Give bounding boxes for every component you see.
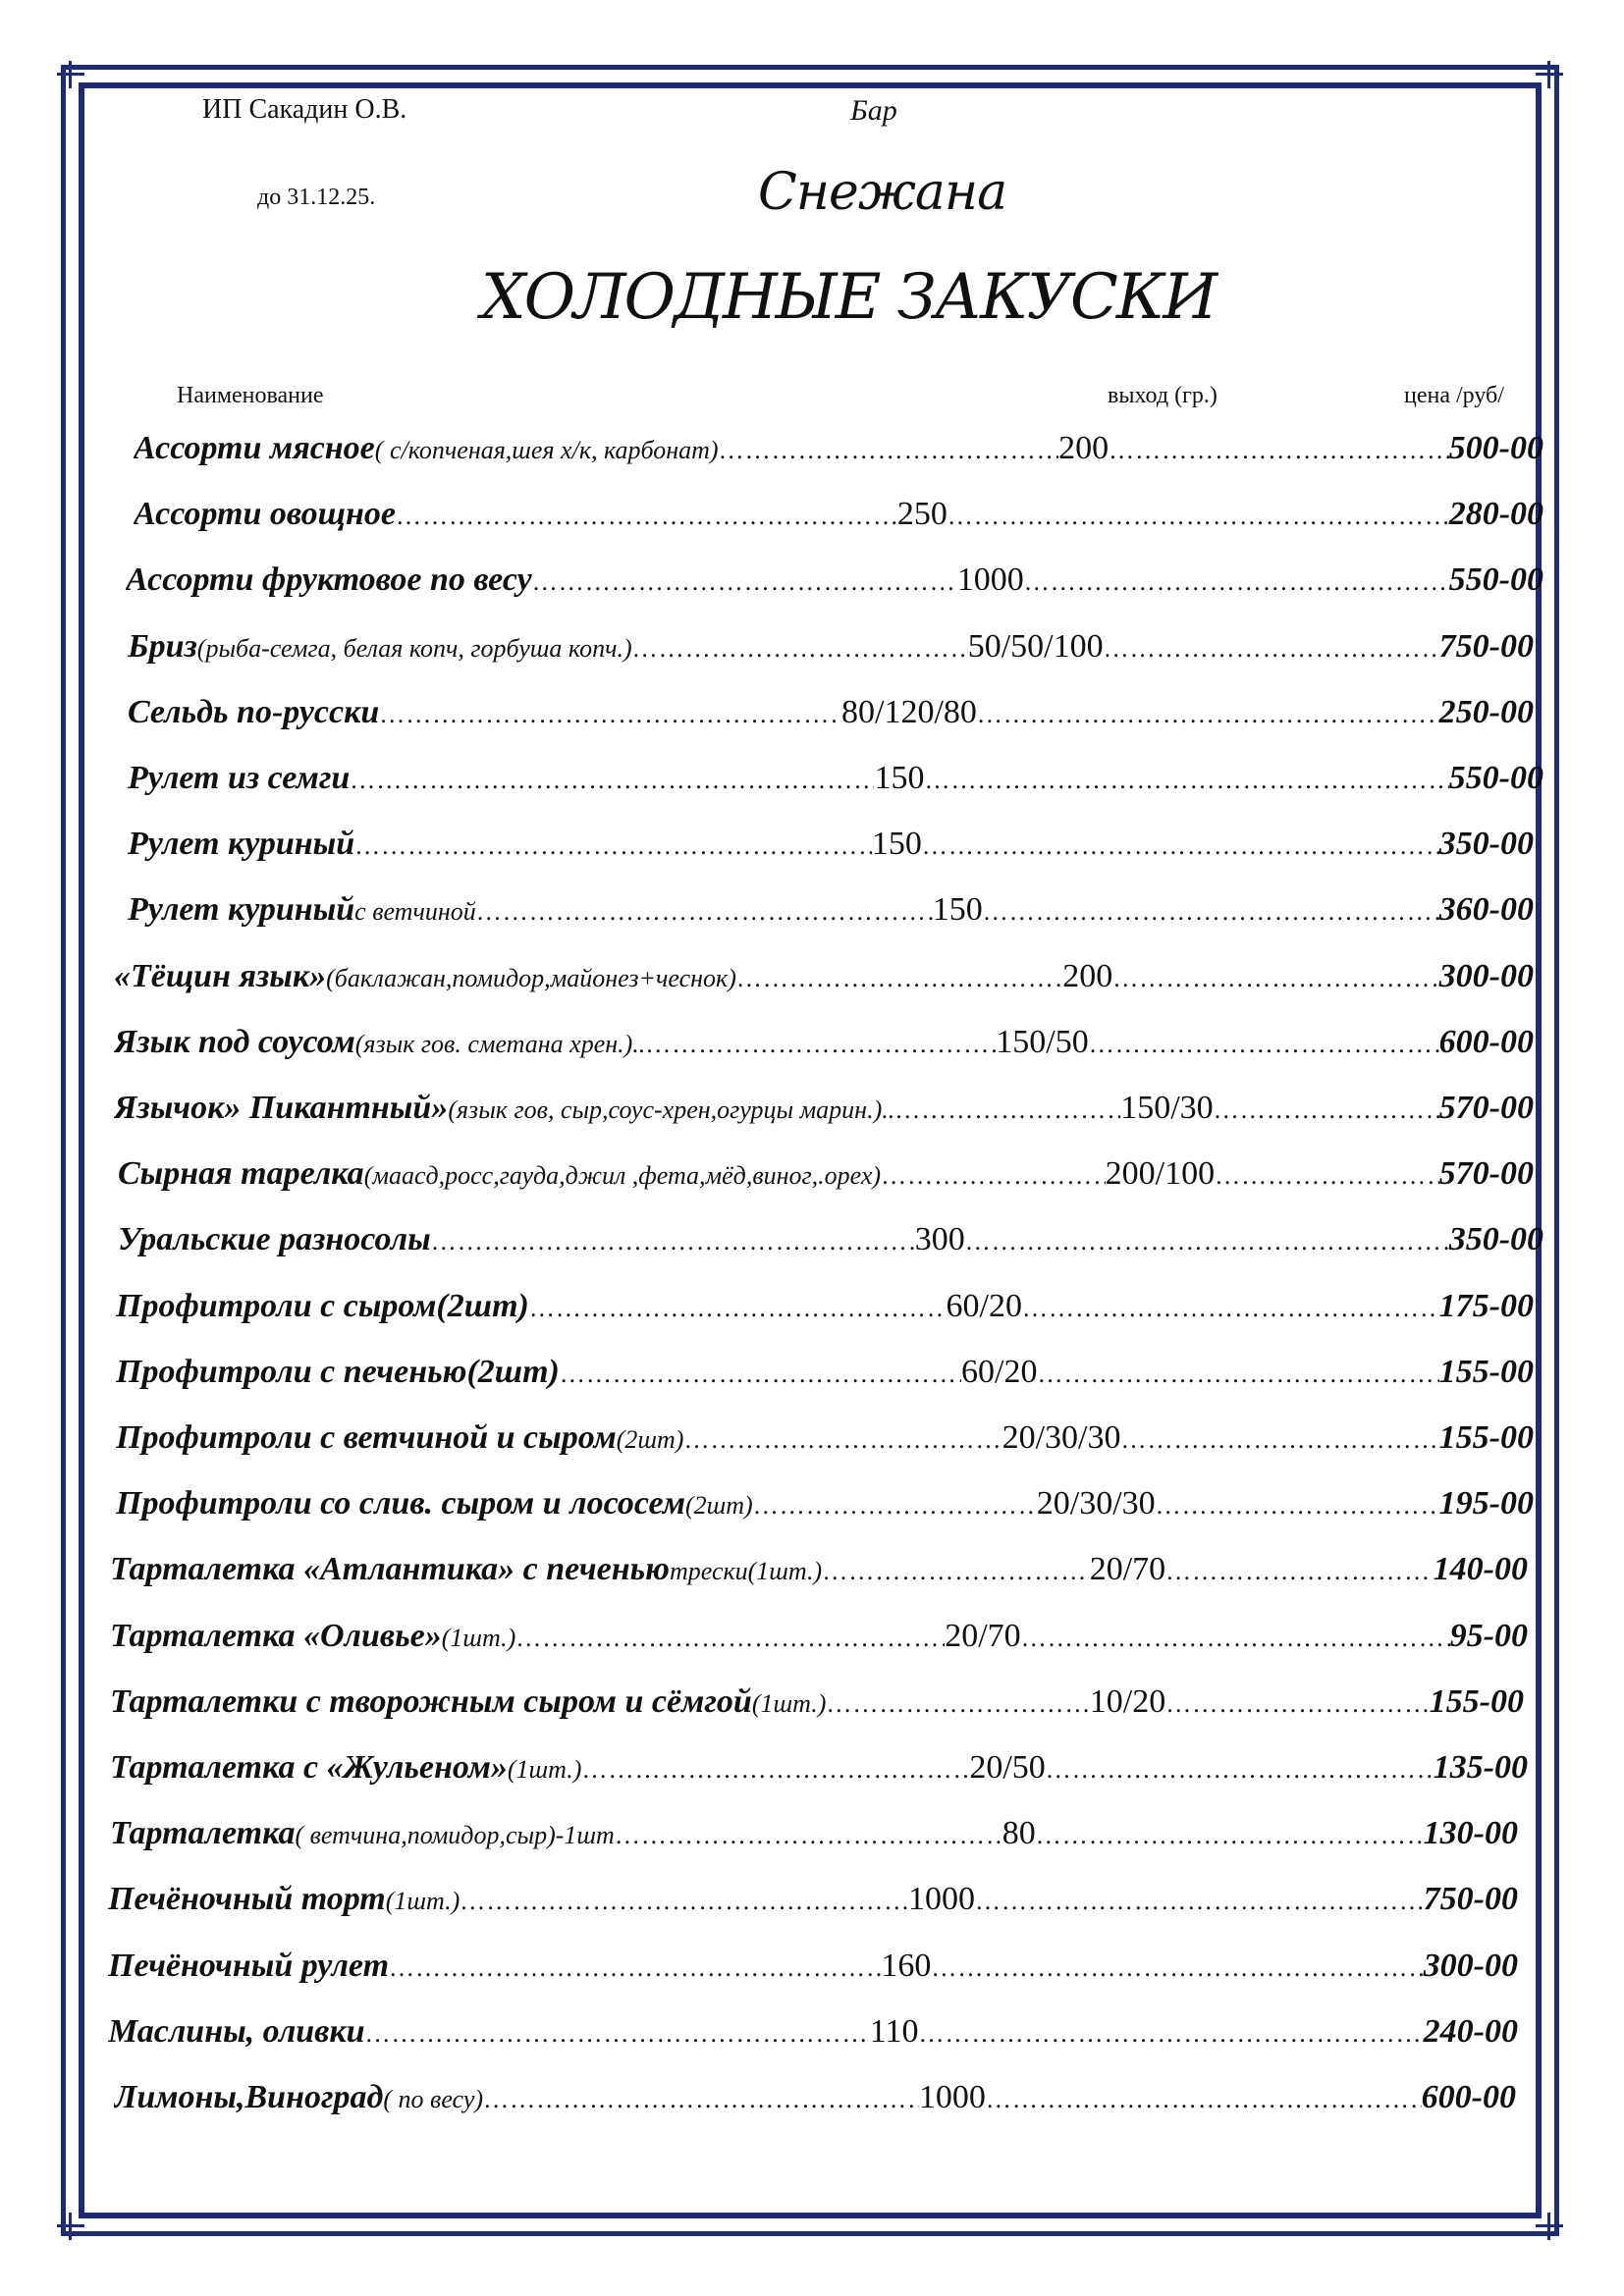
menu-item-name: Сельдь по-русски	[128, 693, 380, 730]
menu-item-yield: 1000	[918, 2079, 986, 2115]
menu-item-name: Бриз	[128, 627, 197, 665]
menu-item-yield: 150	[874, 760, 925, 796]
menu-item-yield: 60/20	[961, 1353, 1038, 1390]
menu-item-name: Печёночный торт	[108, 1881, 386, 1918]
menu-item-price: 600-00	[1438, 1023, 1534, 1060]
menu-item-name: Язычок» Пикантный»	[114, 1090, 449, 1126]
dot-leader	[1022, 1284, 1439, 1331]
menu-item-name: Тарталетки с творожным сыром и сёмгой	[110, 1682, 752, 1720]
dot-leader	[1165, 1680, 1429, 1727]
menu-item-name: Тарталетка «Оливье»	[110, 1617, 442, 1654]
menu-item	[110, 1809, 1518, 1858]
menu-item-price: 550-00	[1448, 561, 1543, 599]
dot-leader	[1038, 1350, 1439, 1397]
menu-item-yield: 20/50	[969, 1749, 1046, 1786]
menu-item	[114, 1018, 1534, 1067]
menu-item-name: Рулет из семги	[128, 760, 351, 796]
menu-item-price: 155-00	[1438, 1353, 1534, 1390]
menu-item	[110, 1612, 1528, 1661]
dot-leader	[965, 1217, 1449, 1264]
menu-item	[116, 1414, 1534, 1463]
menu-item-name: Профитроли с печенью(2шт)	[116, 1353, 560, 1390]
dot-leader	[476, 887, 933, 934]
menu-item-price: 95-00	[1449, 1617, 1528, 1654]
dot-leader	[918, 2009, 1423, 2056]
menu-item-price: 350-00	[1438, 826, 1534, 863]
dot-leader	[431, 1217, 915, 1264]
menu-item-description: (рыба-семга, белая копч, горбуша копч.)	[196, 633, 632, 663]
menu-item-price: 250-00	[1438, 693, 1534, 730]
dot-leader	[1214, 1086, 1439, 1133]
menu-item-description: (язык гов, сыр,соус-хрен,огурцы марин.)..	[448, 1095, 895, 1124]
menu-item-yield: 110	[869, 2012, 919, 2050]
menu-item-yield: 80/120/80	[841, 693, 977, 730]
dot-leader	[753, 1481, 1037, 1528]
menu-item	[128, 688, 1534, 737]
dot-leader	[719, 426, 1059, 473]
border-corner-ornament	[1536, 61, 1563, 88]
menu-item	[114, 1084, 1534, 1133]
menu-item-price: 130-00	[1423, 1815, 1518, 1852]
dot-leader	[350, 756, 874, 803]
dot-leader	[581, 1745, 969, 1792]
menu-item-name: Ассорти овощное	[134, 496, 396, 533]
dot-leader	[1046, 1745, 1434, 1792]
menu-item-yield: 200	[1058, 430, 1110, 466]
menu-item-yield: 50/50/100	[967, 627, 1104, 665]
menu-item	[126, 556, 1543, 605]
menu-item-yield: 20/30/30	[1036, 1485, 1156, 1522]
menu-item-yield: 1000	[956, 561, 1024, 599]
menu-item	[114, 952, 1534, 1001]
menu-item-name: Рулет куриный	[128, 826, 355, 863]
menu-item	[110, 1743, 1528, 1792]
dot-leader	[1112, 954, 1438, 1001]
dot-leader	[1109, 426, 1449, 473]
dot-leader	[560, 1350, 961, 1397]
dot-leader	[894, 1086, 1120, 1133]
menu-item-name: Лимоны,Виноград	[114, 2079, 384, 2115]
menu-item-yield: 20/70	[945, 1617, 1021, 1654]
column-header-price: цена /руб/	[1404, 383, 1504, 408]
menu-item-name: Печёночный рулет	[108, 1947, 390, 1984]
dot-leader	[683, 1415, 1001, 1463]
menu-item-yield: 160	[881, 1947, 932, 1984]
dot-leader	[977, 690, 1439, 737]
border-corner-ornament	[1536, 2213, 1563, 2240]
menu-item	[108, 1875, 1518, 1924]
owner-label: ИП Сакадин О.В.	[202, 94, 407, 125]
dot-leader	[983, 887, 1439, 934]
dot-leader	[975, 1877, 1424, 1924]
border-corner-ornament	[57, 2213, 84, 2240]
menu-item-price: 300-00	[1438, 957, 1534, 994]
menu-item	[108, 2007, 1518, 2056]
menu-item-price: 280-00	[1448, 496, 1543, 533]
menu-item-price: 350-00	[1448, 1221, 1543, 1258]
menu-item-yield: 80	[1001, 1815, 1036, 1852]
dot-leader	[1121, 1415, 1439, 1463]
menu-item-price: 750-00	[1423, 1881, 1518, 1918]
menu-item-name: Сырная тарелка	[118, 1155, 364, 1193]
menu-item-yield: 60/20	[946, 1287, 1022, 1324]
menu-item-yield: 150/50	[996, 1023, 1089, 1060]
dot-leader	[931, 1944, 1423, 1991]
menu-item-price: 550-00	[1448, 760, 1543, 796]
menu-item	[134, 490, 1543, 539]
dot-leader	[1089, 1020, 1439, 1067]
dot-leader	[1165, 1547, 1434, 1594]
menu-item-name: Язык под соусом	[114, 1023, 355, 1060]
valid-until: до 31.12.25.	[257, 185, 376, 210]
menu-item-name: Ассорти фруктовое по весу	[126, 561, 532, 599]
menu-item-description: ( ветчина,помидор,сыр)-1шт	[295, 1821, 615, 1850]
menu-item-description: (1шт.)	[751, 1688, 827, 1718]
menu-item	[118, 1149, 1534, 1199]
menu-item-price: 155-00	[1438, 1419, 1534, 1456]
menu-item-price: 750-00	[1438, 627, 1534, 665]
menu-item-price: 600-00	[1421, 2079, 1516, 2115]
menu-item-name: Ассорти мясное	[134, 430, 375, 466]
menu-item-description: (1шт.)	[507, 1755, 582, 1784]
menu-item-price: 240-00	[1423, 2012, 1518, 2050]
dot-leader	[645, 1020, 996, 1067]
menu-item-description: ( с/копченая,шея х/к, карбонат)	[374, 436, 719, 464]
menu-item-price: 300-00	[1423, 1947, 1518, 1984]
menu-item-yield: 150	[871, 826, 922, 863]
dot-leader	[881, 1151, 1106, 1199]
menu-item-price: 500-00	[1448, 430, 1543, 466]
dot-leader	[365, 2009, 870, 2056]
menu-item-yield: 20/70	[1089, 1551, 1166, 1588]
menu-item-description: трески(1шт.)	[669, 1557, 823, 1586]
dot-leader	[1021, 1614, 1450, 1661]
menu-item-description: (1шт.)	[385, 1887, 460, 1916]
menu-item-description: с ветчиной	[354, 897, 476, 927]
dot-leader	[483, 2075, 919, 2122]
dot-leader	[822, 1547, 1090, 1594]
dot-leader	[396, 492, 897, 539]
dot-leader	[532, 558, 957, 605]
menu-item	[128, 622, 1534, 671]
section-title: ХОЛОДНЫЕ ЗАКУСКИ	[481, 261, 1217, 334]
menu-item-description: (баклажан,помидор,майонез+чеснок)	[326, 963, 736, 992]
menu-item-description: ( по весу)	[383, 2085, 484, 2113]
menu-item-name: Профитроли со слив. сыром и лососем	[116, 1485, 685, 1522]
dot-leader	[826, 1680, 1089, 1727]
dot-leader	[460, 1877, 908, 1924]
menu-item-yield: 150	[932, 891, 983, 929]
menu-item-price: 360-00	[1438, 891, 1534, 929]
menu-item-name: Тарталетка «Атлантика» с печенью	[110, 1551, 670, 1588]
menu-item-name: Профитроли с сыром(2шт)	[116, 1287, 529, 1324]
menu-item-price: 570-00	[1438, 1090, 1534, 1126]
menu-item-yield: 300	[914, 1221, 965, 1258]
dot-leader	[529, 1284, 947, 1331]
dot-leader	[922, 822, 1439, 869]
dot-leader	[615, 1811, 1002, 1858]
menu-item-price: 155-00	[1429, 1682, 1524, 1720]
dot-leader	[1036, 1811, 1424, 1858]
menu-item-name: Тарталетка с «Жульеном»	[110, 1749, 508, 1786]
menu-item-description: (2шт)	[616, 1425, 684, 1454]
dot-leader	[389, 1944, 881, 1991]
menu-item-name: Рулет куриный	[128, 891, 355, 929]
menu-item	[134, 424, 1543, 473]
menu-item-name: Маслины, оливки	[108, 2012, 365, 2050]
dot-leader	[1104, 624, 1439, 671]
dot-leader	[736, 954, 1062, 1001]
menu-item-yield: 200	[1062, 957, 1113, 994]
dot-leader	[354, 822, 872, 869]
menu-item	[116, 1479, 1534, 1528]
menu-item-name: «Тёщин язык»	[114, 957, 327, 994]
menu-item	[110, 1678, 1524, 1727]
dot-leader	[986, 2075, 1422, 2122]
menu-item-description: (язык гов. сметана хрен.)..	[354, 1029, 646, 1058]
menu-item-price: 175-00	[1438, 1287, 1534, 1324]
menu-item-price: 140-00	[1433, 1551, 1528, 1588]
menu-item	[110, 1545, 1528, 1594]
menu-item-yield: 200/100	[1105, 1155, 1216, 1193]
menu-item-yield: 250	[896, 496, 947, 533]
menu-item-price: 570-00	[1438, 1155, 1534, 1193]
menu-item	[118, 1215, 1543, 1264]
menu-item-description: (маасд,росс,гауда,джил ,фета,мёд,виног,.орех)	[363, 1161, 882, 1191]
menu-item	[108, 1942, 1518, 1991]
menu-item-yield: 20/30/30	[1001, 1419, 1121, 1456]
column-header-name: Наименование	[177, 383, 324, 408]
dot-leader	[379, 690, 841, 737]
menu-item-name: Уральские разносолы	[118, 1221, 431, 1258]
dot-leader	[515, 1614, 945, 1661]
menu-item-name: Тарталетка	[110, 1815, 296, 1852]
menu-item	[128, 885, 1534, 934]
menu-item-yield: 10/20	[1089, 1682, 1166, 1720]
menu-item-yield: 1000	[907, 1881, 975, 1918]
dot-leader	[947, 492, 1449, 539]
menu-item	[116, 1282, 1534, 1331]
menu-item	[116, 1348, 1534, 1397]
menu-item	[114, 2073, 1516, 2122]
dot-leader	[1156, 1481, 1439, 1528]
dot-leader	[1215, 1151, 1439, 1199]
menu-item-yield: 150/30	[1120, 1090, 1214, 1126]
menu-item	[128, 820, 1534, 869]
menu-item-name: Профитроли с ветчиной и сыром	[116, 1419, 617, 1456]
menu-item-description: (2шт)	[685, 1491, 753, 1521]
column-header-yield: выход (гр.)	[1108, 383, 1218, 408]
dot-leader	[1024, 558, 1449, 605]
menu-item-price: 195-00	[1438, 1485, 1534, 1522]
menu-item	[128, 754, 1543, 803]
dot-leader	[924, 756, 1448, 803]
border-corner-ornament	[57, 61, 84, 88]
menu-item-description: (1шт.)	[441, 1623, 516, 1652]
venue-name: Снежана	[758, 163, 1007, 222]
venue-type: Бар	[850, 94, 897, 127]
dot-leader	[632, 624, 968, 671]
menu-item-price: 135-00	[1433, 1749, 1528, 1786]
